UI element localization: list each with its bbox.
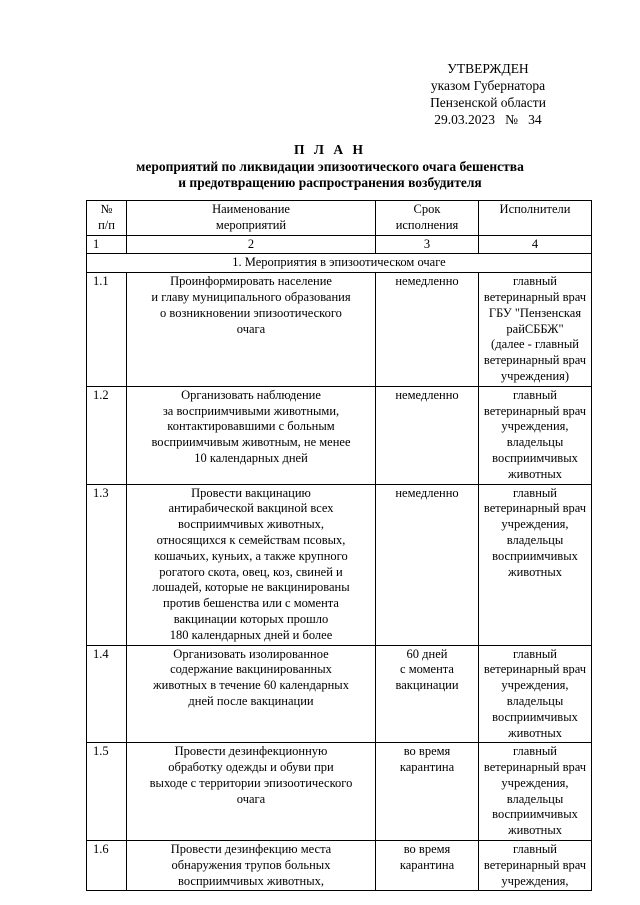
row-name <box>127 841 376 891</box>
header-term <box>376 201 479 236</box>
document-title <box>80 142 580 191</box>
row-name-line: обработку одежды и обуви при <box>168 760 334 775</box>
row-number: 1.1 <box>87 273 127 387</box>
row-executors-line: животных <box>507 564 563 579</box>
row-executors-line: главный <box>513 387 557 402</box>
row-name-line: восприимчивых животных, <box>178 873 324 888</box>
row-executors-line: главный <box>513 274 557 289</box>
row-name-line: антирабической вакциной всех <box>168 501 334 516</box>
row-executors-line: ветеринарный врач <box>483 289 587 304</box>
header-term-line: Срок <box>413 202 441 216</box>
row-term-line: во время <box>403 842 451 857</box>
row-name-line: рогатого скота, овец, коз, свиней и <box>159 564 343 579</box>
header-num-line: п/п <box>98 217 115 232</box>
row-name-line: очага <box>236 791 266 806</box>
row-executors-line: животных <box>507 725 563 740</box>
row-name-line: за восприимчивыми животными, <box>162 403 340 418</box>
column-number: 2 <box>127 235 376 254</box>
table-row <box>87 484 592 645</box>
row-term <box>376 841 479 891</box>
header-executors <box>479 201 592 236</box>
row-executors-line: владельцы <box>506 532 564 547</box>
row-executors-line: учреждения, <box>501 419 569 434</box>
row-executors-line: учреждения) <box>500 368 570 383</box>
header-executors-line: Исполнители <box>499 202 571 216</box>
approval-region: Пензенской области <box>430 95 546 110</box>
row-name-line: Проинформировать население <box>170 274 332 289</box>
row-number: 1.6 <box>87 841 127 891</box>
section-row <box>87 254 592 273</box>
table-header-row <box>87 201 592 236</box>
row-term <box>376 743 479 841</box>
column-number: 4 <box>479 235 592 254</box>
header-name <box>127 201 376 236</box>
row-term-line: карантина <box>399 857 455 872</box>
header-term-line: исполнения <box>395 217 459 232</box>
table-row <box>87 273 592 387</box>
row-executors-line: владельцы <box>506 435 564 450</box>
table-row <box>87 645 592 743</box>
row-executors-line: ветеринарный врач <box>483 857 587 872</box>
row-executors-line: восприимчивых <box>492 450 578 465</box>
table-row <box>87 743 592 841</box>
row-term-line: во время <box>403 744 451 759</box>
row-executors-line: восприимчивых <box>492 709 578 724</box>
section-title: 1. Мероприятия в эпизоотическом очаге <box>87 254 592 273</box>
row-name-line: 10 календарных дней <box>194 450 308 465</box>
row-name-line: и главу муниципального образования <box>151 289 351 304</box>
row-name-line: против бешенства или с момента <box>163 596 339 611</box>
row-name-line: Провести дезинфекцию места <box>170 842 332 857</box>
row-name-line: лошадей, которые не вакцинированы <box>152 580 350 595</box>
row-name-line: очага <box>236 321 266 336</box>
approval-stamp <box>418 60 558 128</box>
column-number-row <box>87 235 592 254</box>
column-number: 3 <box>376 235 479 254</box>
header-num-line: № <box>100 202 113 216</box>
row-executors-line: главный <box>513 646 557 661</box>
row-executors-line: восприимчивых <box>492 548 578 563</box>
row-name-line: восприимчивым животным, не менее <box>151 435 351 450</box>
row-term-line: немедленно <box>395 274 459 289</box>
row-name <box>127 484 376 645</box>
row-executors-line: учреждения, <box>501 775 569 790</box>
row-term-line: немедленно <box>395 387 459 402</box>
table-rows <box>87 273 592 891</box>
row-executors <box>479 645 592 743</box>
measures-table <box>86 200 592 891</box>
row-name-line: о возникновении эпизоотического <box>160 305 342 320</box>
row-executors <box>479 841 592 891</box>
row-executors <box>479 743 592 841</box>
row-name-line: выходе с территории эпизоотического <box>149 775 353 790</box>
row-name-line: содержание вакцинированных <box>170 662 332 677</box>
row-name-line: дней после вакцинации <box>188 693 314 708</box>
header-name-line: Наименование <box>212 202 290 216</box>
row-name-line: вакцинации которых прошло <box>173 611 329 626</box>
row-executors <box>479 386 592 484</box>
header-name-line: мероприятий <box>215 217 287 232</box>
approval-issuer: указом Губернатора <box>430 78 546 93</box>
row-executors-line: восприимчивых <box>492 807 578 822</box>
row-name-line: 180 календарных дней и более <box>169 627 333 642</box>
row-name-line: контактировавшими с больным <box>167 419 335 434</box>
row-term <box>376 484 479 645</box>
row-executors-line: (далее - главный <box>491 337 579 352</box>
row-executors-line: главный <box>513 485 557 500</box>
row-executors-line: животных <box>507 823 563 838</box>
approval-title: УТВЕРЖДЕН <box>447 61 529 76</box>
row-name-line: обнаружения трупов больных <box>171 857 331 872</box>
row-executors-line: ГБУ "Пензенская <box>488 305 582 320</box>
column-number: 1 <box>87 235 127 254</box>
table-row <box>87 386 592 484</box>
row-name-line: Провести вакцинацию <box>191 485 311 500</box>
row-executors-line: ветеринарный врач <box>483 353 587 368</box>
row-executors <box>479 484 592 645</box>
row-executors-line: учреждения, <box>501 873 569 888</box>
row-number: 1.5 <box>87 743 127 841</box>
row-term <box>376 273 479 387</box>
row-name <box>127 743 376 841</box>
header-num <box>87 201 127 236</box>
row-executors-line: владельцы <box>506 693 564 708</box>
row-term <box>376 386 479 484</box>
row-number: 1.2 <box>87 386 127 484</box>
plan-subtitle-line-2: и предотвращению распространения возбудителя <box>178 175 482 190</box>
row-executors-line: главный <box>513 842 557 857</box>
row-term-line: с момента <box>400 662 454 677</box>
row-term-line: немедленно <box>395 485 459 500</box>
row-executors-line: райСББЖ" <box>506 321 564 336</box>
row-name-line: Провести дезинфекционную <box>174 744 328 759</box>
plan-subtitle-line-1: мероприятий по ликвидации эпизоотического очага бешенства <box>136 159 524 174</box>
row-executors-line: животных <box>507 466 563 481</box>
row-executors-line: ветеринарный врач <box>483 403 587 418</box>
approval-date-number: 29.03.2023 № 34 <box>434 112 542 127</box>
row-term-line: 60 дней <box>406 646 448 661</box>
row-name <box>127 273 376 387</box>
row-name-line: животных в течение 60 календарных <box>153 678 349 693</box>
row-name-line: кошачьих, куньих, а также крупного <box>154 548 348 563</box>
row-name <box>127 386 376 484</box>
row-term <box>376 645 479 743</box>
row-term-line: карантина <box>399 760 455 775</box>
row-name-line: восприимчивых животных, <box>178 517 324 532</box>
row-executors-line: ветеринарный врач <box>483 662 587 677</box>
table-row <box>87 841 592 891</box>
row-name-line: Организовать изолированное <box>173 646 329 661</box>
row-name-line: Организовать наблюдение <box>181 387 321 402</box>
row-number: 1.4 <box>87 645 127 743</box>
plan-heading: П Л А Н <box>294 142 366 157</box>
row-executors <box>479 273 592 387</box>
row-executors-line: владельцы <box>506 791 564 806</box>
row-term-line: вакцинации <box>395 678 459 693</box>
row-number: 1.3 <box>87 484 127 645</box>
row-executors-line: главный <box>513 744 557 759</box>
row-executors-line: ветеринарный врач <box>483 501 587 516</box>
row-executors-line: ветеринарный врач <box>483 760 587 775</box>
row-name-line: относящихся к семействам псовых, <box>156 532 346 547</box>
row-name <box>127 645 376 743</box>
row-executors-line: учреждения, <box>501 678 569 693</box>
row-executors-line: учреждения, <box>501 517 569 532</box>
